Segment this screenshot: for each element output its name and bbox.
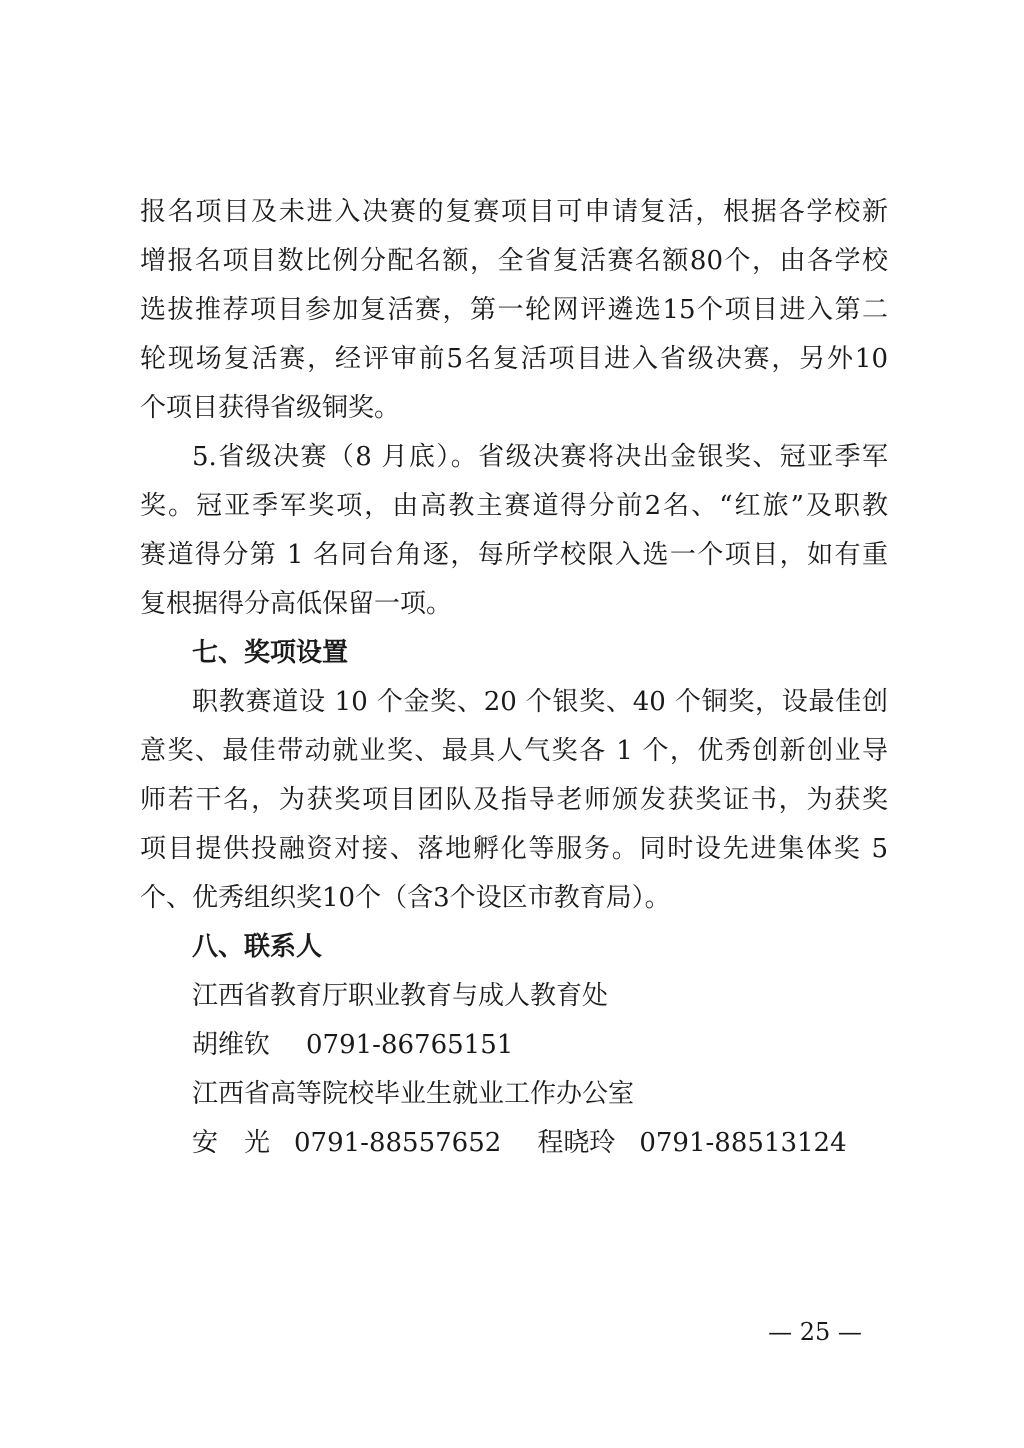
contact-phone: 0791-86765151	[306, 1030, 514, 1060]
paragraph-line: 轮现场复活赛，经评审前5名复活项目进入省级决赛，另外10	[140, 344, 888, 374]
paragraph-line: 个项目获得省级铜奖。	[140, 393, 401, 423]
paragraph-line: 个、优秀组织奖10个（含3个设区市教育局）。	[140, 883, 671, 913]
paragraph-line: 赛道得分第 1 名同台角逐，每所学校限入选一个项目，如有重	[140, 540, 888, 570]
paragraph-line: 奖。冠亚季军奖项，由高教主赛道得分前2名、“红旅”及职教	[140, 491, 888, 521]
contact-line	[140, 1119, 888, 1168]
paragraph-line: 职教赛道设 10 个金奖、20 个银奖、40 个铜奖，设最佳创	[192, 687, 888, 717]
paragraph-line: 复根据得分高低保留一项。	[140, 589, 453, 619]
contact-name: 程晓玲	[537, 1128, 616, 1158]
section-heading-awards: 七、奖项设置	[192, 638, 349, 668]
paragraph-line: 报名项目及未进入决赛的复赛项目可申请复活，根据各学校新	[140, 197, 888, 227]
contact-phone: 0791-88513124	[639, 1128, 847, 1158]
paragraph-line: 5.省级决赛（8 月底）。省级决赛将决出金银奖、冠亚季军	[192, 442, 888, 472]
office-name: 江西省高等院校毕业生就业工作办公室	[192, 1079, 635, 1109]
paragraph-line: 意奖、最佳带动就业奖、最具人气奖各 1 个，优秀创新创业导	[140, 736, 888, 766]
office-name: 江西省教育厅职业教育与成人教育处	[192, 981, 609, 1011]
paragraph-line: 选拔推荐项目参加复活赛，第一轮网评遴选15个项目进入第二	[140, 295, 888, 325]
page-number: — 25 —	[768, 1318, 862, 1346]
section-heading-contacts: 八、联系人	[192, 932, 323, 962]
paragraph-line: 项目提供投融资对接、落地孵化等服务。同时设先进集体奖 5	[140, 834, 888, 864]
paragraph-line: 增报名项目数比例分配名额，全省复活赛名额80个，由各学校	[140, 246, 888, 276]
contact-line	[140, 1021, 888, 1070]
paragraph-line: 师若干名，为获奖项目团队及指导老师颁发获奖证书，为获奖	[140, 785, 888, 815]
contact-name: 安 光	[192, 1128, 271, 1158]
body-text	[140, 188, 888, 1168]
contact-name: 胡维钦	[192, 1030, 271, 1060]
contact-phone: 0791-88557652	[294, 1128, 502, 1158]
